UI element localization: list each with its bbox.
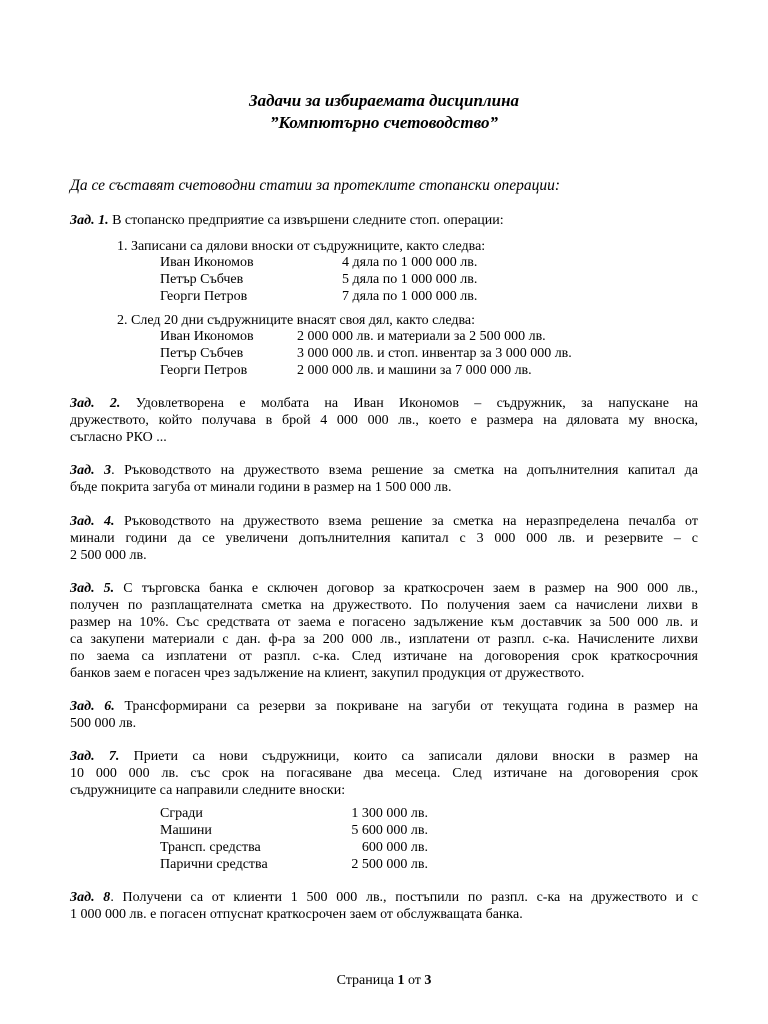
task-7-label: Зад. 7. (70, 749, 120, 764)
task-7-row-name: Парични средства (160, 857, 268, 872)
task-2-line-3: съгласно РКО ... (70, 430, 167, 445)
task-6-text: Трансформирани са резерви за покриване на загуби от текущата година в размер на (114, 699, 698, 714)
task-3-label: Зад. 3 (70, 463, 112, 478)
task-7-line-3: съдружниците са направили следните вноски: (70, 783, 346, 798)
task-1-header (70, 212, 504, 229)
footer-mid: от (404, 973, 425, 988)
task-1-row-value: 2 000 000 лв. и машини за 7 000 000 лв. (297, 363, 532, 378)
task-8-label: Зад. 8 (70, 890, 111, 905)
task-1-row-value: 7 дяла по 1 000 000 лв. (342, 289, 478, 304)
task-7-row-name: Машини (160, 823, 212, 838)
task-3-line-1 (70, 462, 698, 479)
task-1-item-1: 1. Записани са дялови вноски от съдружниците, както следва: (117, 239, 486, 254)
task-1-row-name: Петър Събчев (160, 346, 244, 361)
task-2-label: Зад. 2. (70, 396, 121, 411)
task-5-line-1 (70, 580, 698, 597)
task-6-line-1 (70, 698, 698, 715)
task-4-line-3: 2 500 000 лв. (70, 548, 147, 563)
task-3-line-2: бъде покрита загуба от минали години в размер на 1 500 000 лв. (70, 480, 452, 495)
task-6-label: Зад. 6. (70, 699, 115, 714)
title-line-1: Задачи за избираемата дисциплина (248, 91, 520, 110)
task-4-label: Зад. 4. (70, 514, 115, 529)
task-3-text: . Ръководството на дружеството взема решение за сметка на допълнителния капитал да (111, 463, 698, 478)
task-4-line-2: минали години да се увеличени допълнителния капитал с 3 000 000 лв. и резервите – с (70, 531, 698, 546)
task-7-row-name: Трансп. средства (160, 840, 261, 855)
task-1-row-name: Георги Петров (160, 289, 248, 304)
footer-current-page: 1 (397, 973, 405, 988)
task-7-row-value: 2 500 000 лв. (351, 857, 428, 872)
task-7-row-value: 1 300 000 лв. (351, 806, 428, 821)
intro-text: Да се съставят счетоводни статии за протеклите стопански операции: (70, 177, 561, 194)
page-footer (0, 973, 768, 989)
task-8-text: . Получени са от клиенти 1 500 000 лв., постъпили по разпл. с-ка на дружеството и с (110, 890, 698, 905)
task-4-line-1 (70, 513, 698, 530)
task-1-row-name: Георги Петров (160, 363, 248, 378)
task-1-row-name: Иван Икономов (160, 255, 254, 270)
task-1-row-value: 2 000 000 лв. и материали за 2 500 000 лв. (297, 329, 546, 344)
task-5-line-3: размер на 10%. Със средствата от заема е погасено задължение към доставчик за 500 000 лв. и (70, 615, 698, 630)
title-line-2: ”Компютърно счетоводство” (270, 113, 498, 132)
task-1-text: В стопанско предприятие са извършени следните стоп. операции: (108, 213, 504, 228)
task-5-label: Зад. 5. (70, 581, 115, 596)
task-5-line-6: банков заем е погасен чрез задължение на клиент, закупил продукция от дружеството. (70, 666, 585, 681)
task-7-row-value: 600 000 лв. (361, 840, 428, 855)
task-7-text: Приети са нови съдружници, които са записали дялови вноски в размер на (119, 749, 698, 764)
task-1-label: Зад. 1. (70, 213, 109, 228)
task-6-line-2: 500 000 лв. (70, 716, 137, 731)
task-7-row-name: Сгради (160, 806, 203, 821)
task-5-line-4: са закупени материали с дан. ф-ра за 200 000 лв., изплатени от разпл. с-ка. Начислените лихви (70, 632, 698, 647)
task-8-line-1 (70, 889, 698, 906)
task-1-row-name: Иван Икономов (160, 329, 254, 344)
task-2-line-1 (70, 395, 698, 412)
task-7-line-1 (70, 748, 698, 765)
task-8-line-2: 1 000 000 лв. е погасен отпуснат краткосрочен заем от обслужващата банка. (70, 907, 523, 922)
footer-total-pages: 3 (424, 973, 432, 988)
task-4-text: Ръководството на дружеството взема решение за сметка на неразпределена печалба от (114, 514, 698, 529)
task-1-row-value: 4 дяла по 1 000 000 лв. (342, 255, 478, 270)
task-5-text: С търговска банка е сключен договор за краткосрочен заем в размер на 900 000 лв., (114, 581, 698, 596)
task-2-text: Удовлетворена е молбата на Иван Икономов – съдружник, за напускане на (135, 396, 698, 411)
task-5-line-5: по заема са изплатени от разпл. с-ка. След изтичане на договорения срок краткосрочния (70, 649, 698, 664)
task-1-row-value: 5 дяла по 1 000 000 лв. (342, 272, 478, 287)
task-1-row-value: 3 000 000 лв. и стоп. инвентар за 3 000 000 лв. (297, 346, 572, 361)
task-2-line-2: дружеството, който получава в брой 4 000 000 лв., което е размера на дяловата му вноска, (70, 413, 698, 428)
footer-prefix: Страница (336, 973, 398, 988)
task-7-line-2: 10 000 000 лв. със срок на погасяване два месеца. След изтичане на договорения срок (70, 766, 698, 781)
task-5-line-2: получен по разплащателната сметка на дружеството. По получения заем са начислени лихви в (70, 598, 698, 613)
task-7-row-value: 5 600 000 лв. (351, 823, 428, 838)
task-1-row-name: Петър Събчев (160, 272, 244, 287)
task-1-item-2: 2. След 20 дни съдружниците внасят своя дял, както следва: (117, 313, 476, 328)
